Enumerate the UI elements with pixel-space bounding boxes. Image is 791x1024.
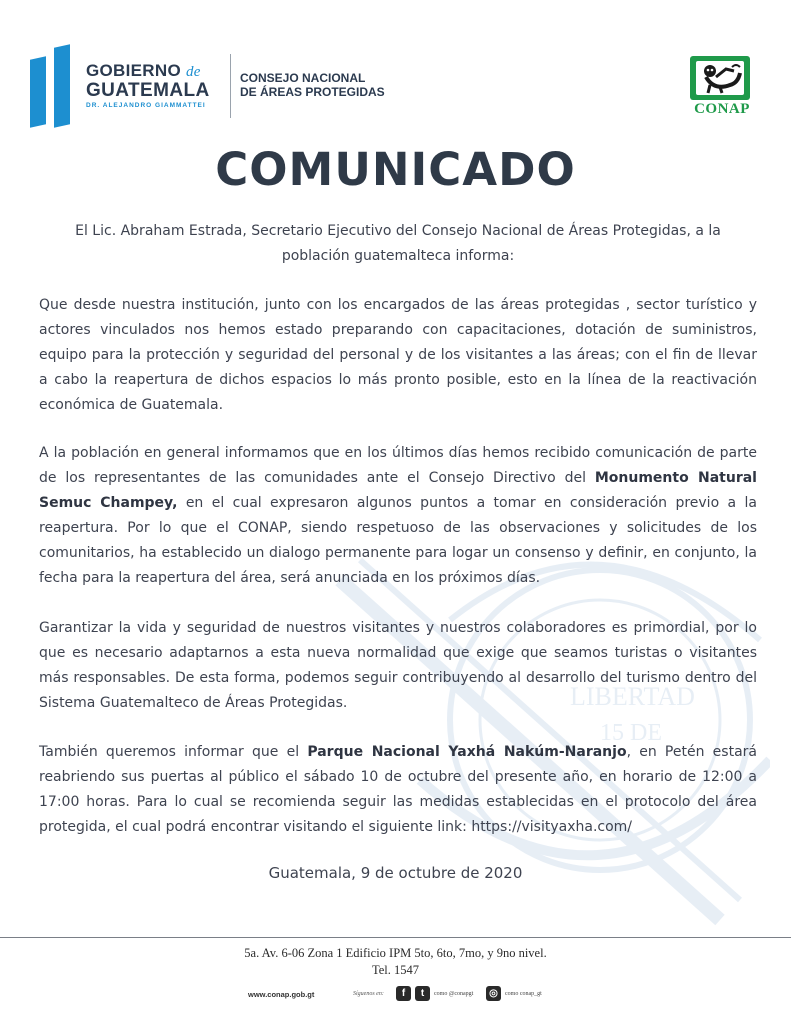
gov-logo-line1: GOBIERNO de — [86, 61, 201, 80]
facebook-icon[interactable]: f — [396, 986, 411, 1001]
conap-wordmark: CONAP — [694, 101, 750, 117]
gobierno-guatemala-logo — [30, 44, 240, 130]
monkey-icon — [696, 61, 744, 95]
footer-handle-1: como @conapgt — [434, 991, 474, 997]
document-date: Guatemala, 9 de octubre de 2020 — [268, 864, 523, 882]
gov-logo-line2: GUATEMALA — [86, 80, 210, 101]
gov-logo-line3: DR. ALEJANDRO GIAMMATTEI — [86, 102, 206, 109]
watermark-text-1: LIBERTAD — [570, 682, 695, 711]
footer-divider — [0, 937, 791, 938]
semuc-champey-bold: Monumento Natural Semuc Champey, — [39, 470, 757, 511]
conap-logo — [688, 56, 756, 122]
footer-website[interactable]: www.conap.gob.gt — [248, 990, 315, 999]
watermark-text-2: 15 DE — [600, 720, 662, 746]
footer-follow-label: Síguenos en: — [353, 991, 384, 997]
paragraph-2: A la población en general informamos que en los últimos días hemos recibido comunicación de parte de los representantes de las comunidades ante el Consejo Directivo del Monumento Natural Semuc Champey, en el cual expresaron algunos puntos a tomar en consideración previo a la reapertura. Por lo que el CONAP, siendo respetuoso de las observaciones y solicitudes de los comunitarios, ha establecido un dialogo permanente para logar un consenso y definir, en conjunto, la fecha para la reapertura del área, será anunciada en los próximos días. — [39, 445, 757, 586]
footer-address: 5a. Av. 6-06 Zona 1 Edificio IPM 5to, 6to, 7mo, y 9no nivel. Tel. 1547 — [244, 946, 547, 977]
instagram-icon[interactable]: ◎ — [486, 986, 501, 1001]
twitter-icon[interactable]: t — [415, 986, 430, 1001]
paragraph-1: Que desde nuestra institución, junto con los encargados de las áreas protegidas , sector turístico y actores vinculados nos hemos estado preparando con capacitaciones, dotación de suministros, equipo para la protección y seguridad del personal y de los visitantes a las áreas; con el fin de llevar a cabo la reapertura de dichos espacios lo más pronto posible, esto en la línea de la reactivación económica de Guatemala. — [39, 297, 757, 413]
paragraph-4: También queremos informar que el Parque Nacional Yaxhá Nakúm-Naranjo, en Petén estará reabriendo sus puertas al público el sábado 10 de octubre del presente año, en horario de 12:00 a 17:00 horas. Para lo cual se recomienda seguir las medidas establecidas en el protocolo del área protegida, el cual podrá encontrar visitando el siguiente link: https://visityaxha.com/ — [39, 744, 757, 835]
paragraph-3: Garantizar la vida y seguridad de nuestros visitantes y nuestros colaboradores es primordial, por lo que es necesario adaptarnos a esta nueva normalidad que exige que seamos turistas o visitantes más responsables. De esta forma, podemos seguir contribuyendo al desarrollo del turismo dentro del Sistema Guatemalteco de Áreas Protegidas. — [39, 620, 757, 711]
consejo-label: CONSEJO NACIONAL DE ÁREAS PROTEGIDAS — [240, 71, 385, 99]
footer-handle-2: como conap_gt — [505, 991, 542, 997]
yaxha-bold: Parque Nacional Yaxhá Nakúm-Naranjo — [307, 744, 627, 760]
intro-paragraph: El Lic. Abraham Estrada, Secretario Ejecutivo del Consejo Nacional de Áreas Protegidas, a la población guatemalteca informa: — [75, 223, 721, 264]
page-title: COMUNICADO — [215, 143, 576, 196]
header-divider — [230, 54, 231, 118]
